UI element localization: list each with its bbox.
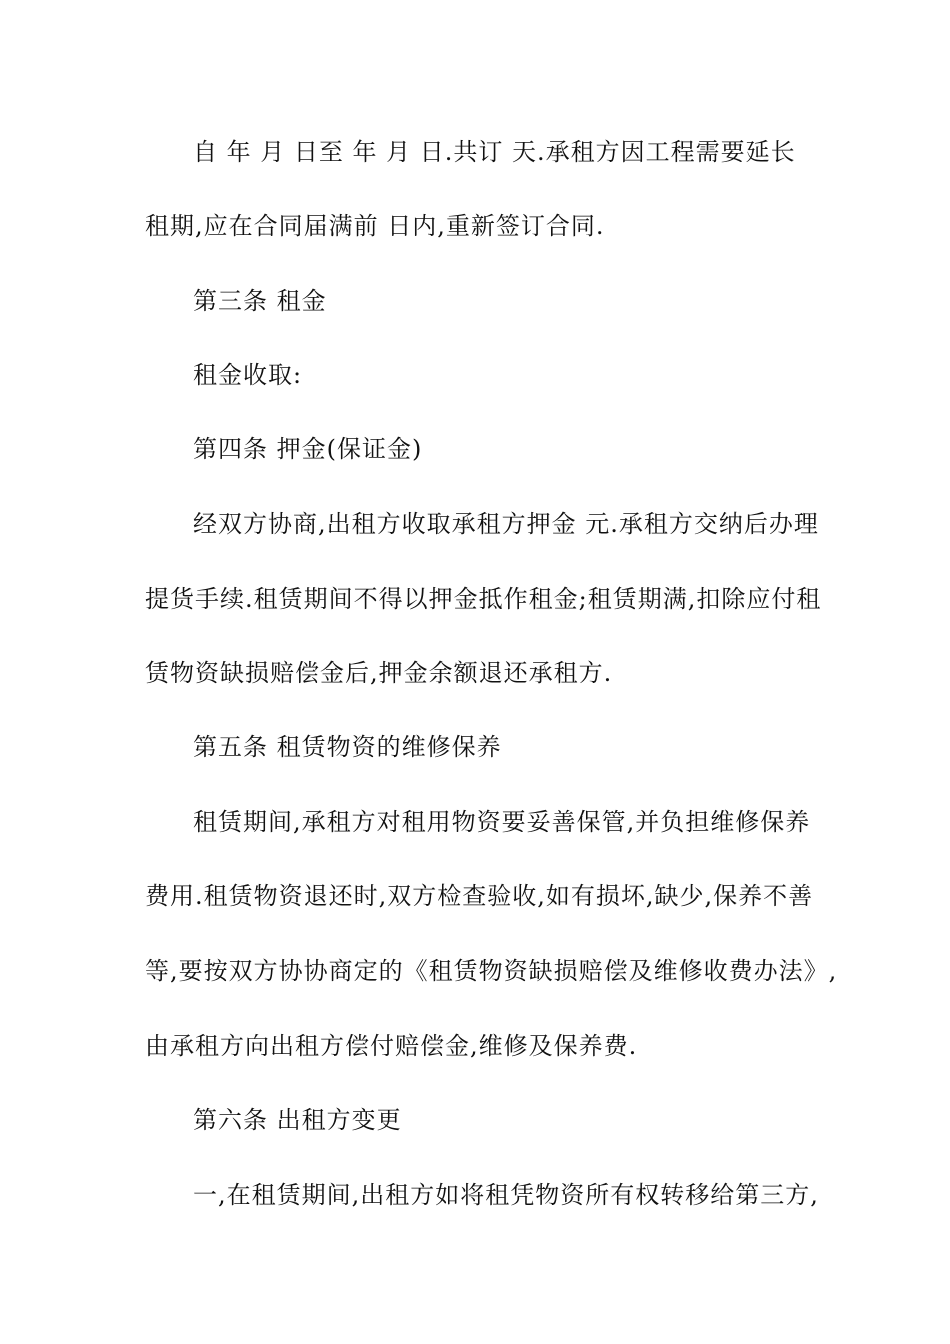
section-heading: 第五条 租赁物资的维修保养 <box>193 733 502 761</box>
paragraph-line: 由承租方向出租方偿付赔偿金,维修及保养费. <box>145 1032 638 1060</box>
section-heading: 第四条 押金(保证金) <box>193 435 423 463</box>
section-heading: 第三条 租金 <box>193 287 327 315</box>
paragraph-line: 租赁期间,承租方对租用物资要妥善保管,并负担维修保养 <box>193 808 811 836</box>
paragraph-line: 赁物资缺损赔偿金后,押金余额退还承租方. <box>145 659 613 687</box>
paragraph-line: 等,要按双方协协商定的《租赁物资缺损赔偿及维修收费办法》, <box>145 957 838 985</box>
paragraph-line: 租期,应在合同届满前 日内,重新签订合同. <box>145 212 605 240</box>
paragraph-line: 自 年 月 日至 年 月 日.共订 天.承租方因工程需要延长 <box>193 138 796 166</box>
paragraph-line: 一,在租赁期间,出租方如将租凭物资所有权转移给第三方, <box>193 1181 819 1209</box>
paragraph-line: 租金收取: <box>193 361 303 389</box>
paragraph-line: 费用.租赁物资退还时,双方检查验收,如有损坏,缺少,保养不善 <box>145 882 814 910</box>
paragraph-line: 经双方协商,出租方收取承租方押金 元.承租方交纳后办理 <box>193 510 819 538</box>
paragraph-line: 提货手续.租赁期间不得以押金抵作租金;租赁期满,扣除应付租 <box>145 585 822 613</box>
section-heading: 第六条 出租方变更 <box>193 1106 402 1134</box>
